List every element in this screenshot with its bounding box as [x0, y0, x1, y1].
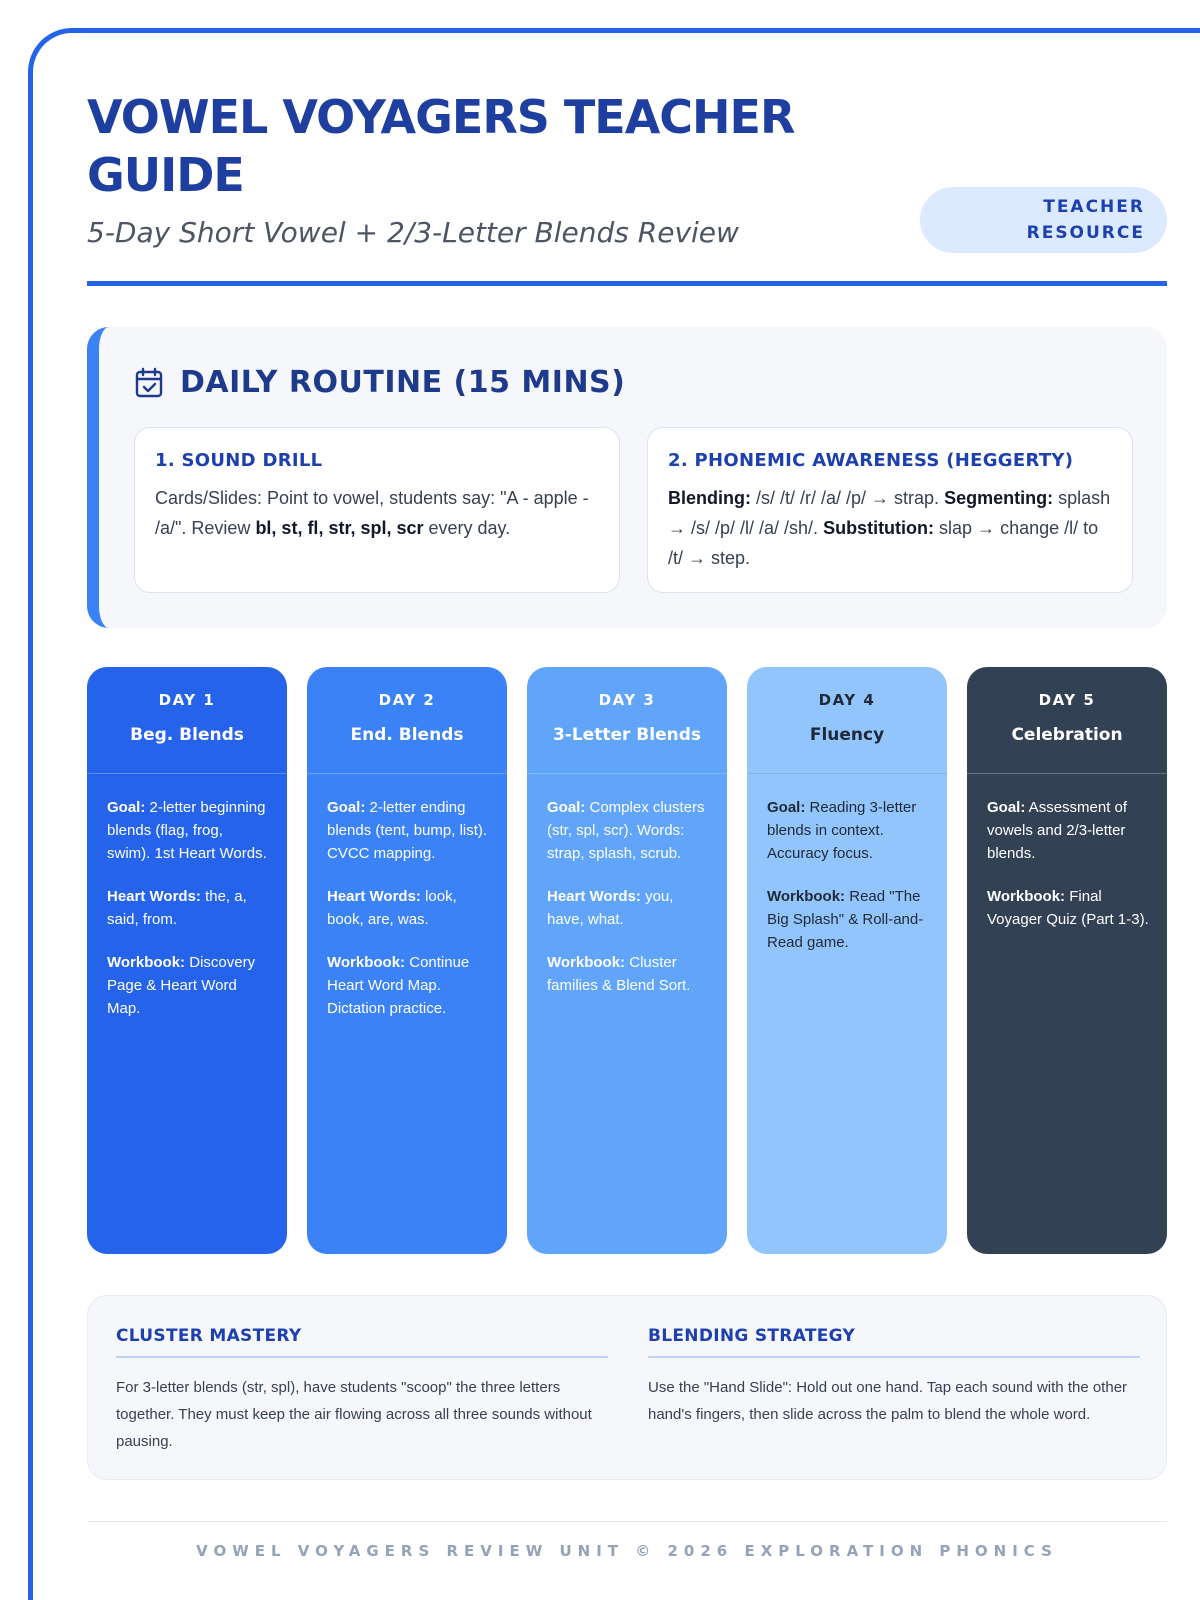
- day-body: [747, 774, 947, 954]
- sound-drill-blends: bl, st, fl, str, spl, scr: [255, 518, 424, 538]
- day-goal: [547, 796, 709, 865]
- calendar-check-icon: [134, 367, 164, 399]
- tip-text: Use the "Hand Slide": Hold out one hand. Tap each sound with the other hand's fingers, then slide across the palm to blend the whole word.: [648, 1379, 1128, 1423]
- heart-words-label: Heart Words:: [107, 888, 201, 905]
- goal-label: Goal:: [987, 799, 1026, 816]
- heart-words-label: Heart Words:: [547, 888, 641, 905]
- day-label: DAY 2: [378, 691, 436, 709]
- sound-drill-text: [155, 483, 599, 543]
- day-card-3: [527, 667, 727, 1254]
- day-card-5: [967, 667, 1167, 1254]
- day-name: 3-Letter Blends: [552, 725, 702, 745]
- tip-title: CLUSTER MASTERY: [116, 1326, 608, 1358]
- day-label: DAY 1: [158, 691, 216, 709]
- day-goal: [107, 796, 269, 865]
- teacher-resource-badge: TEACHER RESOURCE: [920, 187, 1167, 253]
- sound-drill-text-end: every day.: [423, 518, 511, 538]
- phonemic-awareness-title: 2. PHONEMIC AWARENESS (HEGGERTY): [668, 450, 1074, 471]
- workbook-label: Workbook:: [547, 954, 626, 971]
- day-label: DAY 5: [1038, 691, 1096, 709]
- daily-routine-panel: [87, 327, 1167, 628]
- cluster-mastery-tip: [116, 1326, 608, 1455]
- header-divider: [87, 281, 1167, 286]
- page-header: [87, 88, 1167, 249]
- day-name: Fluency: [809, 725, 885, 745]
- page-footer: VOWEL VOYAGERS REVIEW UNIT © 2026 EXPLORATION PHONICS: [196, 1542, 1058, 1560]
- day-header: [527, 667, 727, 774]
- day-heart-words: [547, 885, 709, 931]
- workbook-text: Cluster families & Blend Sort.: [547, 954, 691, 994]
- day-label: DAY 3: [598, 691, 656, 709]
- workbook-label: Workbook:: [987, 888, 1066, 905]
- sound-drill-text-part: Cards/Slides: Point to vowel, students say: "A - apple - /a/". Review: [155, 488, 589, 538]
- phonemic-awareness-text: [668, 483, 1112, 573]
- blending-label: Blending:: [668, 488, 751, 508]
- day-body: [527, 774, 727, 997]
- day-header: [747, 667, 947, 774]
- workbook-text: Discovery Page & Heart Word Map.: [107, 954, 256, 1017]
- tip-text: For 3-letter blends (str, spl), have students "scoop" the three letters together. They must keep the air flowing across all three sounds without pausing.: [116, 1379, 592, 1450]
- workbook-label: Workbook:: [327, 954, 406, 971]
- workbook-text: Read "The Big Splash" & Roll-and-Read game.: [767, 888, 924, 951]
- phonemic-awareness-card: [647, 427, 1133, 593]
- goal-text: Reading 3-letter blends in context. Accuracy focus.: [767, 799, 917, 862]
- day-workbook: [327, 951, 489, 1020]
- day-goal: [987, 796, 1149, 865]
- heart-words-text: the, a, said, from.: [107, 888, 247, 928]
- goal-label: Goal:: [107, 799, 146, 816]
- sound-drill-title: 1. SOUND DRILL: [155, 450, 323, 471]
- day-card-4: [747, 667, 947, 1254]
- goal-text: 2-letter ending blends (tent, bump, list). CVCC mapping.: [327, 799, 488, 862]
- day-card-2: [307, 667, 507, 1254]
- day-name: End. Blends: [350, 725, 464, 745]
- workbook-text: Final Voyager Quiz (Part 1-3).: [987, 888, 1149, 928]
- heart-words-text: you, have, what.: [547, 888, 674, 928]
- blending-strategy-tip: [648, 1326, 1140, 1428]
- segmenting-label: Segmenting:: [944, 488, 1054, 508]
- page-title: VOWEL VOYAGERS TEACHER GUIDE: [87, 90, 795, 202]
- substitution-label: Substitution:: [823, 518, 935, 538]
- day-workbook: [547, 951, 709, 997]
- day-goal: [767, 796, 929, 865]
- day-body: [307, 774, 507, 1020]
- five-day-plan: [87, 667, 1167, 1254]
- day-header: [307, 667, 507, 774]
- day-name: Beg. Blends: [130, 725, 244, 745]
- day-workbook: [767, 885, 929, 954]
- day-workbook: [107, 951, 269, 1020]
- routine-title: DAILY ROUTINE (15 MINS): [180, 365, 626, 400]
- goal-label: Goal:: [327, 799, 366, 816]
- page-subtitle: 5-Day Short Vowel + 2/3-Letter Blends Review: [87, 216, 739, 249]
- day-card-1: [87, 667, 287, 1254]
- footer-divider: [87, 1521, 1167, 1522]
- heart-words-label: Heart Words:: [327, 888, 421, 905]
- workbook-text: Continue Heart Word Map. Dictation practice.: [327, 954, 470, 1017]
- blending-text: /s/ /t/ /r/ /a/ /p/ → strap.: [751, 488, 945, 508]
- goal-label: Goal:: [767, 799, 806, 816]
- routine-heading: [134, 365, 625, 400]
- sound-drill-card: [134, 427, 620, 593]
- goal-text: Assessment of vowels and 2/3-letter blends.: [987, 799, 1128, 862]
- day-name: Celebration: [1011, 725, 1123, 745]
- heart-words-text: look, book, are, was.: [327, 888, 457, 928]
- goal-text: 2-letter beginning blends (flag, frog, swim). 1st Heart Words.: [107, 799, 267, 862]
- workbook-label: Workbook:: [107, 954, 186, 971]
- day-header: [87, 667, 287, 774]
- day-label: DAY 4: [818, 691, 876, 709]
- substitution-text: slap → change /l/ to /t/ → step.: [668, 518, 1099, 568]
- day-header: [967, 667, 1167, 774]
- teaching-tips-panel: [87, 1295, 1167, 1480]
- day-goal: [327, 796, 489, 865]
- day-body: [87, 774, 287, 1020]
- day-heart-words: [327, 885, 489, 931]
- day-heart-words: [107, 885, 269, 931]
- tip-title: BLENDING STRATEGY: [648, 1326, 1140, 1358]
- day-body: [967, 774, 1167, 931]
- segmenting-text: splash → /s/ /p/ /l/ /a/ /sh/.: [668, 488, 1111, 538]
- day-workbook: [987, 885, 1149, 931]
- goal-text: Complex clusters (str, spl, scr). Words: strap, splash, scrub.: [547, 799, 705, 862]
- goal-label: Goal:: [547, 799, 586, 816]
- workbook-label: Workbook:: [767, 888, 846, 905]
